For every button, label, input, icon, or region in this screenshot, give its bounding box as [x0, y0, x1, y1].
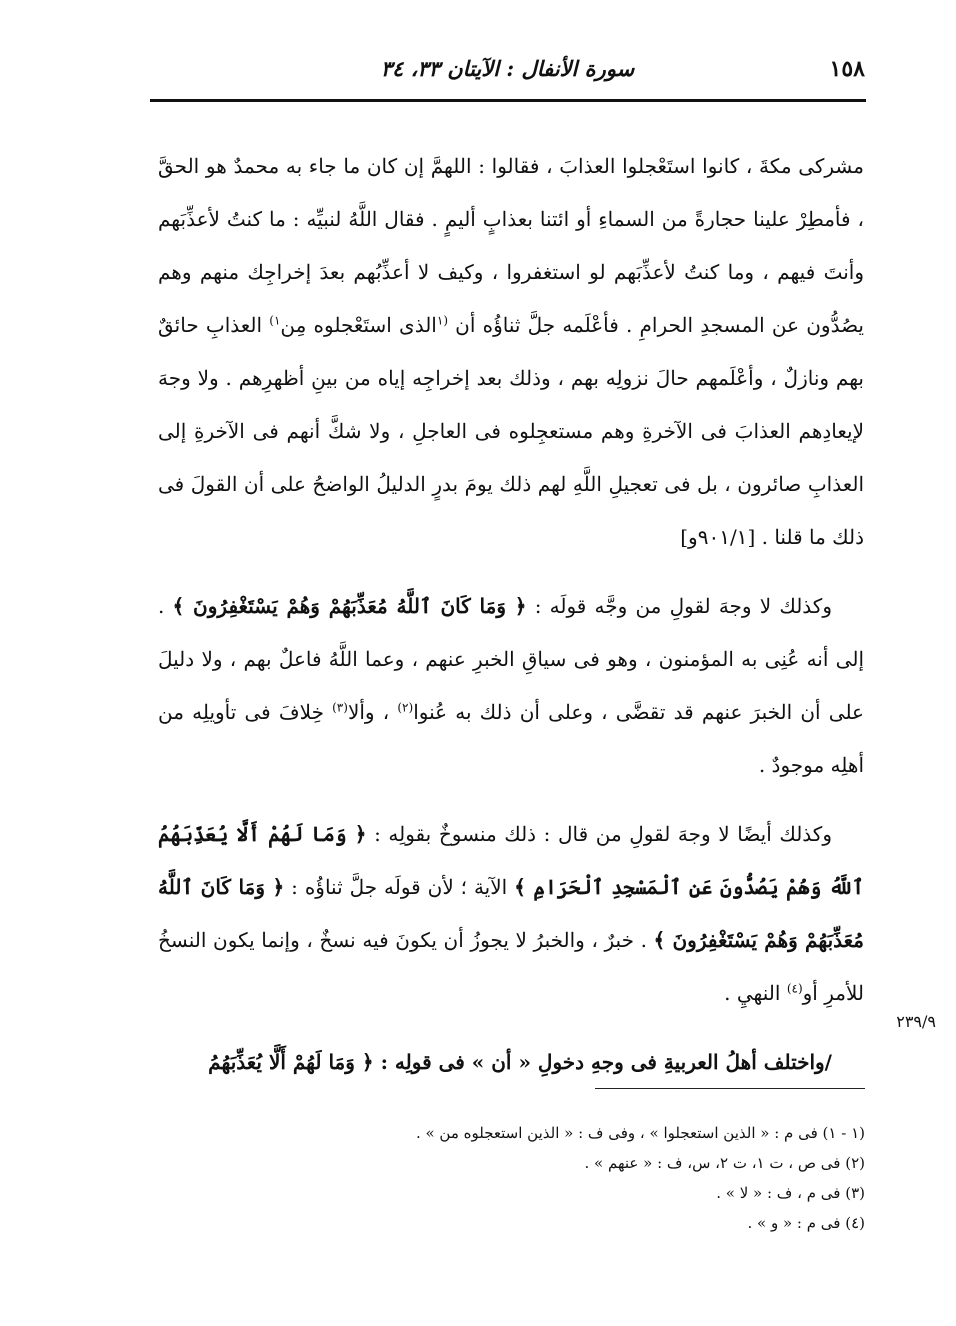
page-header [150, 56, 865, 92]
text-run: . خبرٌ ، والخبرُ لا يجوزُ أن يكونَ فيه نسخٌ ، وإنما يكون النسخُ للأمرِ أو [158, 928, 864, 1005]
header-divider [150, 99, 866, 102]
footnote-marker: ١) [269, 313, 281, 328]
text-run: مشركى مكةَ ، كانوا استَعْجلوا العذابَ ، فقالوا : اللهمَّ إن كان ما جاء به محمدٌ هو الحقَّ ، فأمطِرْ علينا حجارةً من السماءِ أو ائتنا بعذابٍ أليمٍ . فقال اللَّهُ لنبيِّه : ما كنتُ لأعذِّبَهم وأنتَ فيهم ، وما كنتُ لأعذِّبَهم لو استغفروا ، وكيف لا أعذِّبُهم بعدَ إخراجِك منهم وهم يصُدُّون عن المسجدِ الحرامِ . فأعْلَمه جلَّ ثناؤُه أن [158, 154, 864, 337]
text-run: خِلافَ فى تأويلِه من أهلِه موجودٌ . [158, 700, 864, 777]
text-run: النهيِ . [724, 981, 787, 1005]
quran-quote: /واختلف أهلُ العربيةِ فى وجهِ دخولِ « أن » فى قولِه : [373, 1050, 832, 1074]
text-run: الآية ؛ لأن قولَه جلَّ ثناؤُه : [284, 875, 515, 899]
footnote: (٤) فى م : « و » . [747, 1214, 865, 1232]
footnote: (١ - ١) فى م : « الذين استعجلوا » ، وفى ف : « الذين استعجلوه من » . [415, 1124, 865, 1142]
text-run: العذابِ حائقٌ بهم ونازلٌ ، وأعْلَمهم حالَ نزولِه بهم ، وذلك بعد إخراجِه إياه من بينِ أظهرِهم . ولا وجهَ لإيعادِهم العذابَ فى الآخرةِ وهم مستعجِلوه فى العاجلِ ، ولا شكَّ أنهم فى الآخرةِ إلى العذابِ صائرون ، بل فى تعجيلِ اللَّهِ لهم ذلك يومَ بدرٍ الدليلُ الواضحُ على أن القولَ فى ذلك ما قلنا . [٩٠١/١و] [158, 313, 864, 549]
text-run: . إلى أنه عُنِى به المؤمنون ، وهو فى سياقِ الخبرِ عنهم ، وعما اللَّهُ فاعلٌ بهم ، ولا دليلَ على أن الخبرَ عنهم قد تقضَّى ، وعلى أن ذلك به عُنوا [158, 594, 864, 724]
footnote: (٣) فى م ، ف : « لا » . [716, 1184, 865, 1202]
footnote-marker: (٢) [397, 700, 414, 715]
paragraph [158, 140, 864, 564]
paragraph [158, 1036, 864, 1089]
text-run: ، وألا [347, 700, 398, 724]
text-run: الذى استَعْجلوه مِن [280, 313, 437, 337]
quran-quote: ﴿ وَمَا لَهُمْ أَلَّا يُعَذِّبَهُمُ ٱللَّهُ وَهُمْ يَصُدُّونَ عَنِ ٱلْمَسْجِدِ ٱلْحَرَامِ ﴾ [158, 822, 864, 899]
main-text [158, 140, 864, 1089]
footnote-marker: (٤) [786, 981, 803, 996]
footnote: (٢) فى ص ، ت ١، ت ٢، س، ف : « عنهم » . [584, 1154, 865, 1172]
page-number: ١٥٨ [829, 56, 865, 82]
footnote-marker: (١ [436, 313, 448, 328]
quran-quote: ﴿ وَمَا لَهُمْ أَلَّا يُعَذِّبَهُمُ [208, 1050, 374, 1074]
text-run: وكذلك لا وجهَ لقولِ من وجَّه قولَه : [526, 594, 832, 618]
footnote-marker: (٣) [332, 700, 348, 715]
running-title: سورة الأنفال : الآيتان ٣٣، ٣٤ [380, 56, 635, 81]
paragraph [158, 808, 864, 1020]
quran-quote: ﴿ وَمَا كَانَ ٱللَّهُ مُعَذِّبَهُمْ وَهُمْ يَسْتَغْفِرُونَ ﴾ [172, 594, 527, 618]
footnotes [300, 1118, 865, 1238]
margin-reference: ٢٣٩/٩ [896, 1012, 936, 1031]
text-run: وكذلك أيضًا لا وجهَ لقولِ من قال : ذلك منسوخٌ بقولِه : [366, 822, 832, 846]
paragraph [158, 580, 864, 792]
quran-quote: ﴿ وَمَا كَانَ ٱللَّهُ مُعَذِّبَهُمْ وَهُمْ يَسْتَغْفِرُونَ ﴾ [158, 875, 864, 952]
footnote-divider [595, 1088, 865, 1089]
